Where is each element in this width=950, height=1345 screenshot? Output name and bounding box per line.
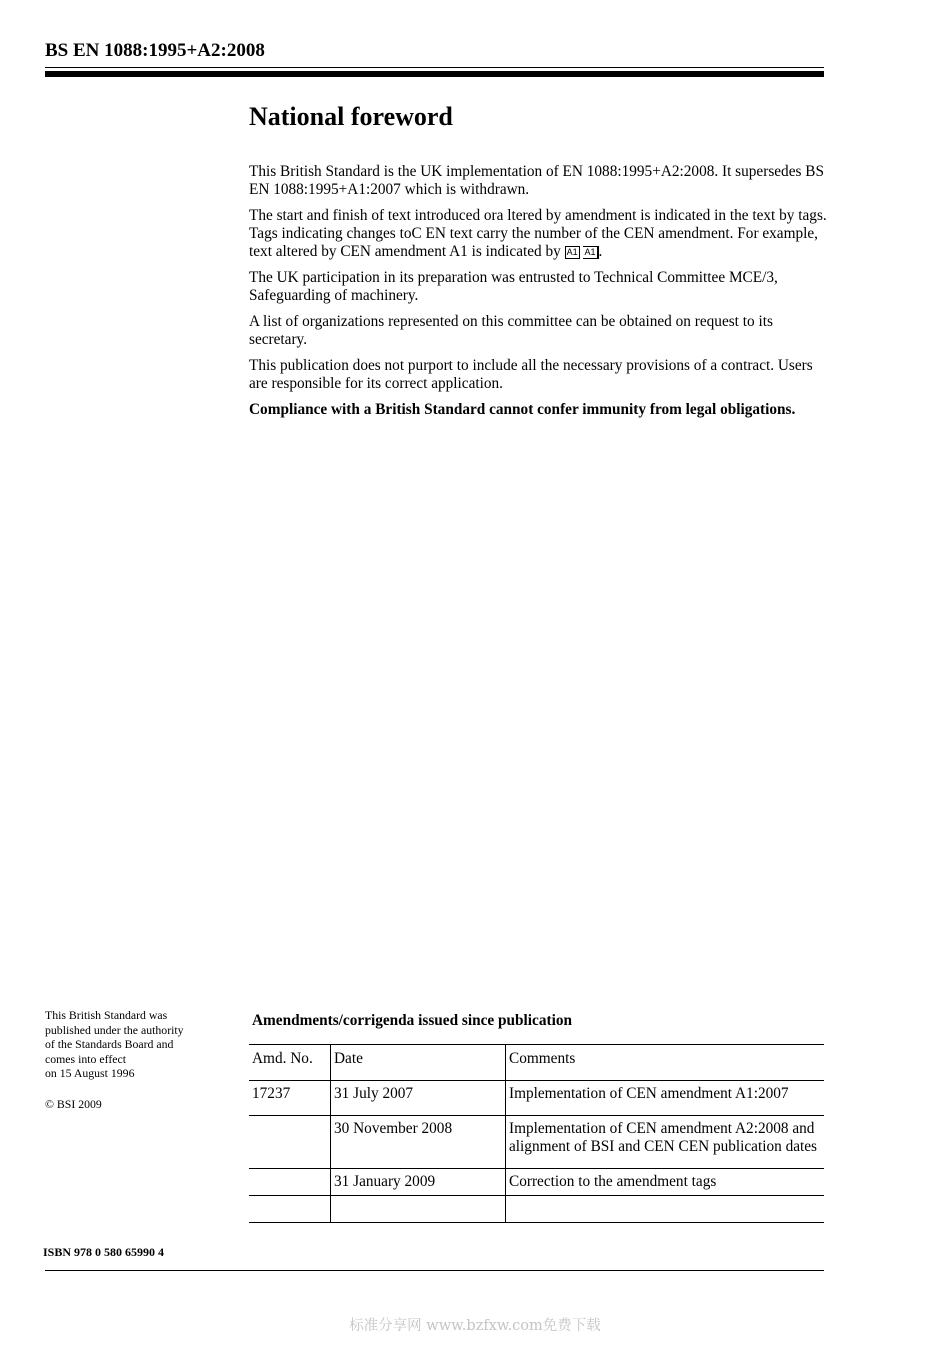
cell-comments <box>506 1196 825 1223</box>
document-id: BS EN 1088:1995+A2:2008 <box>45 40 265 61</box>
paragraph-implementation: This British Standard is the UK implementation of EN 1088:1995+A2:2008. It supersedes BS EN 1088:1995+A1:2007 which is withdrawn. <box>249 163 824 198</box>
header-rule-thin <box>45 67 824 68</box>
amendments-table <box>249 1044 824 1223</box>
table-row <box>249 1169 824 1196</box>
publication-note-line: comes into effect <box>45 1051 127 1066</box>
foreword-body <box>249 163 827 427</box>
column-header-date: Date <box>331 1045 506 1081</box>
publication-note-line: This British Standard was <box>45 1008 168 1022</box>
cell-comments: Implementation of CEN amendment A2:2008 and alignment of BSI and CEN CEN publication dates <box>506 1116 825 1169</box>
column-header-comments: Comments <box>506 1045 825 1081</box>
page-title: National foreword <box>249 102 453 131</box>
paragraph-compliance: Compliance with a British Standard cannot confer immunity from legal obligations. <box>249 401 796 418</box>
copyright-notice: © BSI 2009 <box>45 1097 102 1111</box>
amendment-close-tag-icon: A1 <box>583 246 598 259</box>
cell-date: 30 November 2008 <box>331 1116 506 1169</box>
table-header-row <box>249 1045 824 1081</box>
publication-note-line: on 15 August 1996 <box>45 1066 135 1080</box>
amendment-open-tag-icon: A1 <box>566 247 578 257</box>
publication-note <box>45 1008 235 1081</box>
watermark-text: 标准分享网 www.bzfxw.com免费下载 <box>349 1318 601 1334</box>
footer-rule <box>45 1270 824 1271</box>
cell-amd-no <box>249 1196 331 1223</box>
publication-note-line: published under the authority <box>45 1022 184 1037</box>
cell-comments: Correction to the amendment tags <box>506 1169 825 1196</box>
cell-date: 31 July 2007 <box>331 1081 506 1116</box>
table-row <box>249 1196 824 1223</box>
cell-amd-no <box>249 1169 331 1196</box>
cell-amd-no <box>249 1116 331 1169</box>
cell-comments: Implementation of CEN amendment A1:2007 <box>506 1081 825 1116</box>
table-row <box>249 1081 824 1116</box>
cell-amd-no: 17237 <box>249 1081 331 1116</box>
cell-date <box>331 1196 506 1223</box>
header-rule-thick <box>45 71 824 77</box>
isbn: ISBN 978 0 580 65990 4 <box>43 1245 165 1259</box>
cell-date: 31 January 2009 <box>331 1169 506 1196</box>
paragraph-amendment-tags-text: The start and finish of text introduced ora ltered by amendment is indicated in the text by tags. Tags indicating changes toC EN text carry the number of the CEN amendment. For example, text altered by CEN amendment A1 is indicated by <box>249 207 827 260</box>
amendments-heading: Amendments/corrigenda issued since publication <box>252 1012 572 1029</box>
paragraph-amendment-tags <box>249 207 827 261</box>
table-row <box>249 1116 824 1169</box>
column-header-amd-no: Amd. No. <box>249 1045 331 1081</box>
paragraph-committee: The UK participation in its preparation was entrusted to Technical Committee MCE/3, Safeguarding of machinery. <box>249 269 778 304</box>
paragraph-contract: This publication does not purport to include all the necessary provisions of a contract. Users are responsible for its correct application. <box>249 357 813 392</box>
paragraph-organizations: A list of organizations represented on this committee can be obtained on request to its secretary. <box>249 313 773 348</box>
paragraph-end-period: . <box>598 243 603 260</box>
publication-note-line: of the Standards Board and <box>45 1037 174 1051</box>
